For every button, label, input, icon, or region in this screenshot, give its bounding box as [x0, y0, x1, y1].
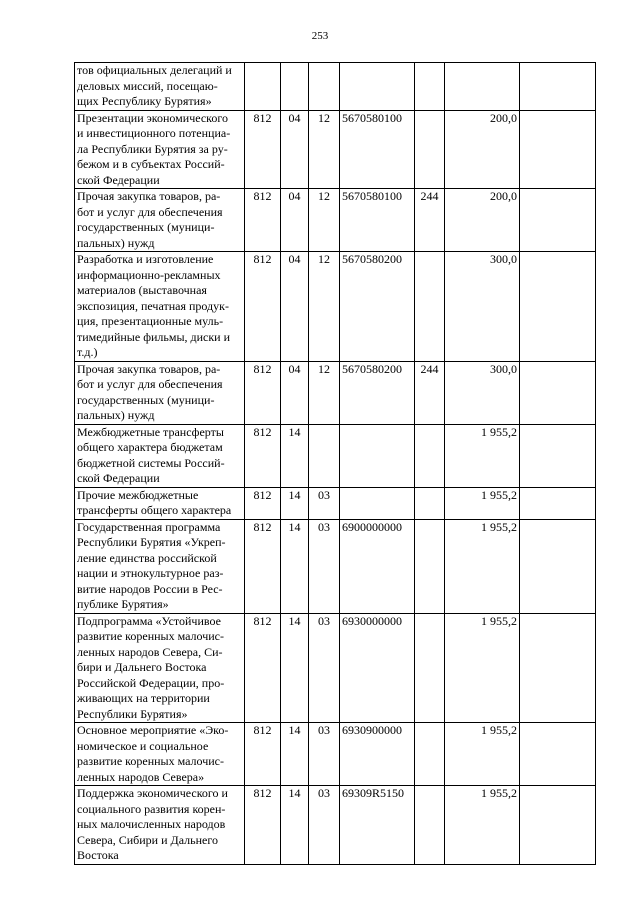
department-code-cell: 812 [245, 613, 281, 723]
expense-type-cell [415, 519, 445, 613]
amount-cell: 1 955,2 [445, 519, 520, 613]
extra-amount-cell [520, 63, 596, 111]
subsection-code-cell: 03 [309, 613, 340, 723]
item-name-cell: Прочие межбюджетные трансферты общего характера [75, 487, 245, 519]
amount-cell: 200,0 [445, 189, 520, 252]
target-article-cell: 5670580200 [340, 252, 415, 362]
expense-type-cell [415, 424, 445, 487]
item-name-cell: Основное мероприятие «Эко- номическое и социальное развитие коренных малочис- ленных народов Севера» [75, 723, 245, 786]
table-row [75, 613, 596, 723]
department-code-cell: 812 [245, 189, 281, 252]
budget-table [74, 62, 596, 865]
subsection-code-cell: 03 [309, 786, 340, 865]
amount-cell: 300,0 [445, 252, 520, 362]
amount-cell: 300,0 [445, 361, 520, 424]
expense-type-cell [415, 613, 445, 723]
target-article-cell: 69309R5150 [340, 786, 415, 865]
extra-amount-cell [520, 487, 596, 519]
extra-amount-cell [520, 110, 596, 189]
department-code-cell: 812 [245, 723, 281, 786]
target-article-cell: 6900000000 [340, 519, 415, 613]
extra-amount-cell [520, 723, 596, 786]
extra-amount-cell [520, 252, 596, 362]
department-code-cell: 812 [245, 786, 281, 865]
table-body [75, 63, 596, 865]
expense-type-cell [415, 786, 445, 865]
item-name-cell: Подпрограмма «Устойчивое развитие коренных малочис- ленных народов Севера, Си- бири и Дальнего Востока Российской Федерации, про- живающих на территории Республики Бурятия» [75, 613, 245, 723]
section-code-cell: 04 [281, 110, 309, 189]
table-row [75, 252, 596, 362]
department-code-cell: 812 [245, 487, 281, 519]
table-row [75, 189, 596, 252]
amount-cell: 200,0 [445, 110, 520, 189]
target-article-cell: 5670580200 [340, 361, 415, 424]
target-article-cell [340, 424, 415, 487]
department-code-cell: 812 [245, 519, 281, 613]
table-row [75, 110, 596, 189]
expense-type-cell [415, 487, 445, 519]
department-code-cell: 812 [245, 252, 281, 362]
target-article-cell: 5670580100 [340, 189, 415, 252]
table-row [75, 487, 596, 519]
extra-amount-cell [520, 189, 596, 252]
target-article-cell: 6930900000 [340, 723, 415, 786]
subsection-code-cell: 12 [309, 361, 340, 424]
extra-amount-cell [520, 519, 596, 613]
section-code-cell: 14 [281, 723, 309, 786]
expense-type-cell: 244 [415, 189, 445, 252]
table-row [75, 519, 596, 613]
extra-amount-cell [520, 786, 596, 865]
item-name-cell: Межбюджетные трансферты общего характера бюджетам бюджетной системы Россий- ской Федерации [75, 424, 245, 487]
expense-type-cell [415, 110, 445, 189]
page-number: 253 [311, 30, 329, 42]
expense-type-cell [415, 63, 445, 111]
table-row [75, 424, 596, 487]
item-name-cell: Разработка и изготовление информационно-рекламных материалов (выставочная экспозиция, печатная продук- ция, презентационные муль- тимедийные фильмы, диски и т.д.) [75, 252, 245, 362]
table-row [75, 786, 596, 865]
expense-type-cell [415, 252, 445, 362]
table-row [75, 63, 596, 111]
subsection-code-cell: 03 [309, 519, 340, 613]
extra-amount-cell [520, 424, 596, 487]
target-article-cell: 5670580100 [340, 110, 415, 189]
subsection-code-cell: 12 [309, 252, 340, 362]
expense-type-cell [415, 723, 445, 786]
subsection-code-cell: 03 [309, 723, 340, 786]
amount-cell: 1 955,2 [445, 424, 520, 487]
amount-cell [445, 63, 520, 111]
item-name-cell: тов официальных делегаций и деловых миссий, посещаю- щих Республику Бурятия» [75, 63, 245, 111]
subsection-code-cell: 03 [309, 487, 340, 519]
subsection-code-cell [309, 63, 340, 111]
item-name-cell: Поддержка экономического и социального развития корен- ных малочисленных народов Севера, Сибири и Дальнего Востока [75, 786, 245, 865]
department-code-cell: 812 [245, 110, 281, 189]
section-code-cell: 14 [281, 786, 309, 865]
table-row [75, 361, 596, 424]
amount-cell: 1 955,2 [445, 613, 520, 723]
amount-cell: 1 955,2 [445, 723, 520, 786]
section-code-cell: 04 [281, 361, 309, 424]
item-name-cell: Презентации экономического и инвестиционного потенциа- ла Республики Бурятия за ру- бежом и в субъектах Россий- ской Федерации [75, 110, 245, 189]
section-code-cell [281, 63, 309, 111]
section-code-cell: 14 [281, 487, 309, 519]
table-row [75, 723, 596, 786]
item-name-cell: Прочая закупка товаров, ра- бот и услуг для обеспечения государственных (муници- пальных) нужд [75, 361, 245, 424]
amount-cell: 1 955,2 [445, 487, 520, 519]
amount-cell: 1 955,2 [445, 786, 520, 865]
subsection-code-cell: 12 [309, 110, 340, 189]
section-code-cell: 14 [281, 613, 309, 723]
target-article-cell [340, 63, 415, 111]
item-name-cell: Прочая закупка товаров, ра- бот и услуг для обеспечения государственных (муници- пальных) нужд [75, 189, 245, 252]
extra-amount-cell [520, 613, 596, 723]
section-code-cell: 04 [281, 252, 309, 362]
section-code-cell: 14 [281, 519, 309, 613]
subsection-code-cell: 12 [309, 189, 340, 252]
section-code-cell: 14 [281, 424, 309, 487]
extra-amount-cell [520, 361, 596, 424]
department-code-cell: 812 [245, 361, 281, 424]
target-article-cell: 6930000000 [340, 613, 415, 723]
section-code-cell: 04 [281, 189, 309, 252]
expense-type-cell: 244 [415, 361, 445, 424]
item-name-cell: Государственная программа Республики Бурятия «Укреп- ление единства российской нации и этнокультурное раз- витие народов России в Рес- публике Бурятия» [75, 519, 245, 613]
department-code-cell [245, 63, 281, 111]
target-article-cell [340, 487, 415, 519]
department-code-cell: 812 [245, 424, 281, 487]
subsection-code-cell [309, 424, 340, 487]
